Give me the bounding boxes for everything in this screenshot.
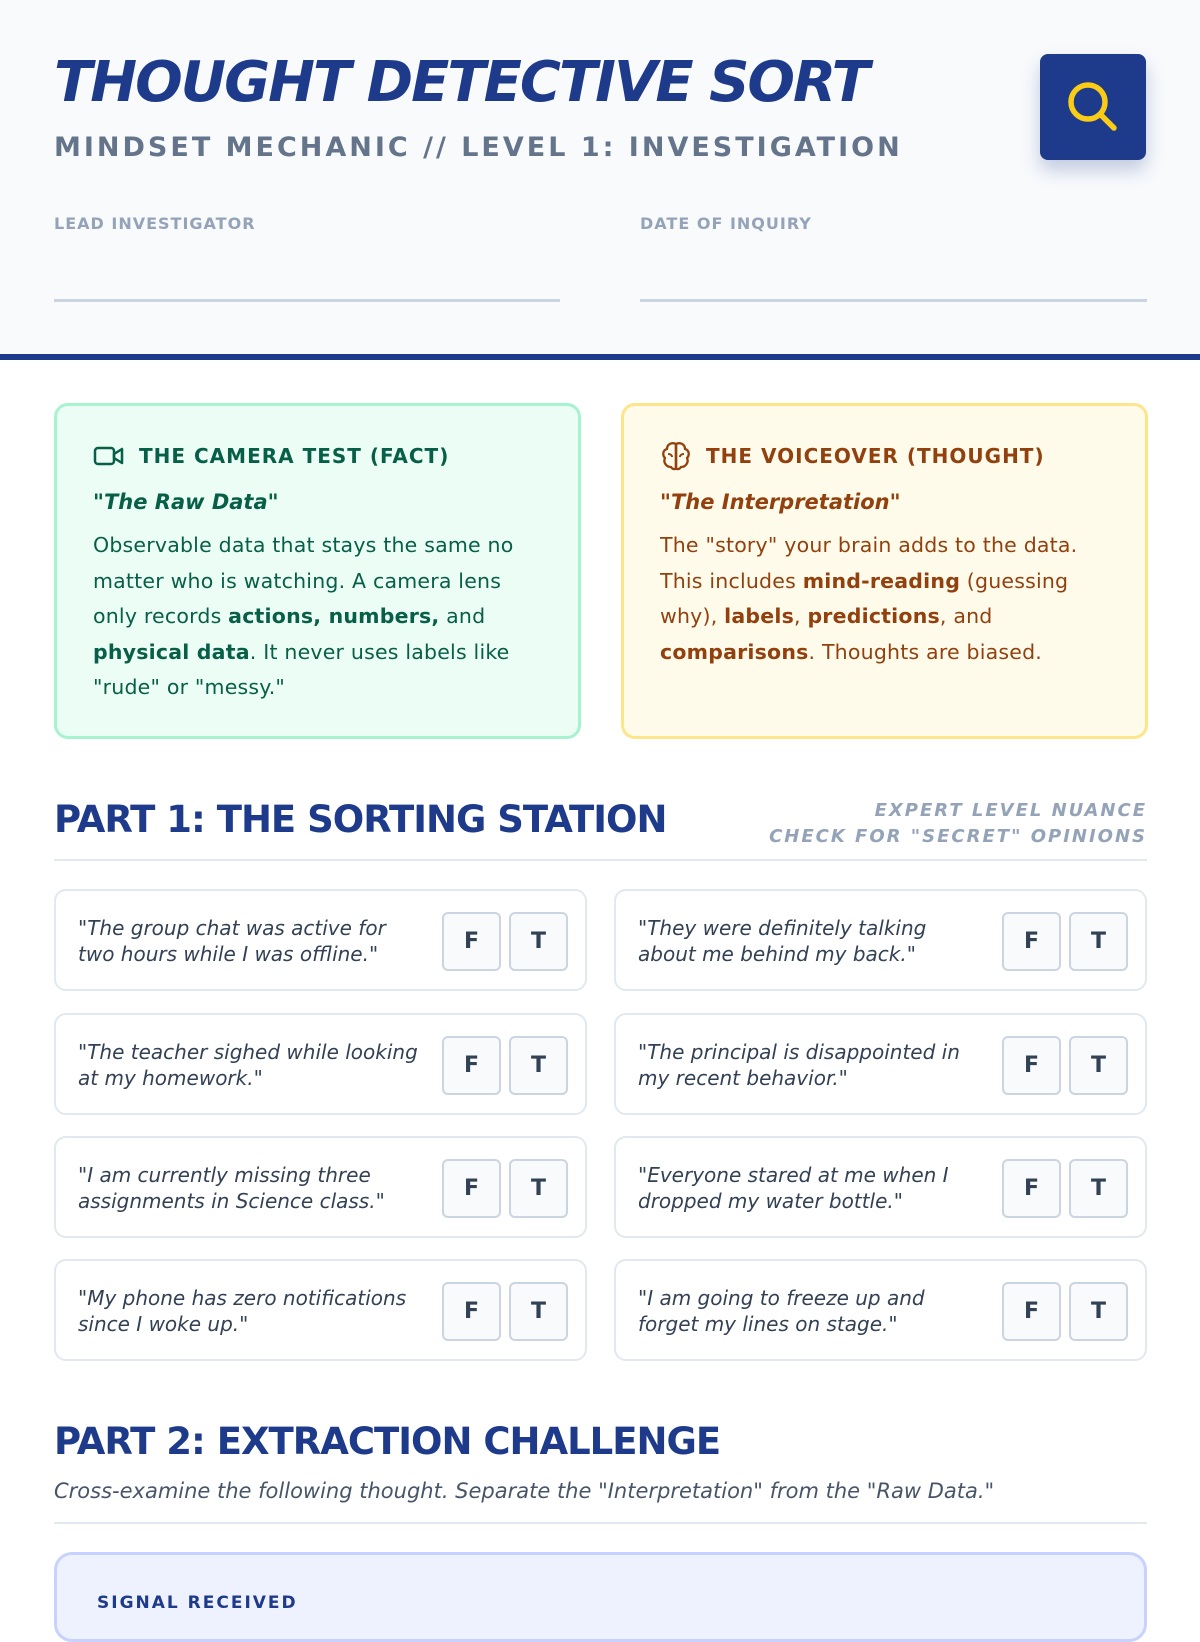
investigator-label: LEAD INVESTIGATOR [54,214,256,233]
fact-button[interactable]: F [1002,912,1061,971]
statement-card [54,1013,587,1115]
fact-card-quote: "The Raw Data" [93,490,279,514]
thought-card-quote: "The Interpretation" [660,490,901,514]
statement-text: "The teacher sighed while looking at my homework." [78,1040,418,1090]
statement-text: "My phone has zero notifications since I woke up." [78,1286,407,1336]
statement-text: "The group chat was active for two hours while I was offline." [78,916,386,966]
thought-button[interactable]: T [1069,1036,1128,1095]
statement-card [54,889,587,991]
page-title: THOUGHT DETECTIVE SORT [54,50,868,115]
part2-title: PART 2: EXTRACTION CHALLENGE [54,1420,721,1463]
fact-button[interactable]: F [442,1036,501,1095]
thought-card-body: The "story" your brain adds to the data. This includes mind-reading (guessing why), labels, predictions, and comparisons. Thoughts are biased. [660,533,1078,664]
thought-button[interactable]: T [509,1282,568,1341]
part1-divider [54,859,1147,861]
date-label: DATE OF INQUIRY [640,214,812,233]
statement-card [54,1136,587,1238]
worksheet-header [0,0,1200,360]
video-camera-icon [93,445,125,467]
fact-button[interactable]: F [442,912,501,971]
part2-divider [54,1522,1147,1524]
fact-button[interactable]: F [1002,1036,1061,1095]
statement-card [614,1013,1147,1115]
thought-button[interactable]: T [509,912,568,971]
nuance-line-2: CHECK FOR "SECRET" OPINIONS [769,826,1147,847]
nuance-line-1: EXPERT LEVEL NUANCE [874,800,1147,821]
statement-card [614,1259,1147,1361]
statement-card [614,889,1147,991]
thought-button[interactable]: T [1069,912,1128,971]
statement-text: "Everyone stared at me when I dropped my water bottle." [638,1163,949,1213]
thought-button[interactable]: T [509,1159,568,1218]
thought-button[interactable]: T [1069,1159,1128,1218]
thought-card [621,403,1148,739]
nuance-note [769,798,1147,850]
part2-instructions: Cross-examine the following thought. Separate the "Interpretation" from the "Raw Data." [54,1479,995,1503]
date-field[interactable] [640,262,1147,302]
fact-button[interactable]: F [442,1282,501,1341]
part1-title: PART 1: THE SORTING STATION [54,798,667,841]
statement-text: "I am going to freeze up and forget my lines on stage." [638,1286,925,1336]
statement-text: "I am currently missing three assignments in Science class." [78,1163,385,1213]
thought-button[interactable]: T [509,1036,568,1095]
fact-card [54,403,581,739]
thought-card-title: THE VOICEOVER (THOUGHT) [706,444,1045,468]
fact-card-title: THE CAMERA TEST (FACT) [139,444,450,468]
statement-card [614,1136,1147,1238]
brain-icon [660,440,692,472]
statement-text: "The principal is disappointed in my recent behavior." [638,1040,960,1090]
thought-button[interactable]: T [1069,1282,1128,1341]
fact-card-body: Observable data that stays the same no matter who is watching. A camera lens only records actions, numbers, and physical data. It never uses labels like "rude" or "messy." [93,533,514,699]
fact-button[interactable]: F [1002,1159,1061,1218]
search-icon [1064,78,1122,136]
search-button[interactable] [1040,54,1146,160]
investigator-field[interactable] [54,262,560,302]
statement-text: "They were definitely talking about me behind my back." [638,916,927,966]
page-subtitle: MINDSET MECHANIC // LEVEL 1: INVESTIGATION [54,132,903,163]
signal-label: SIGNAL RECEIVED [97,1593,298,1613]
fact-button[interactable]: F [442,1159,501,1218]
statement-card [54,1259,587,1361]
signal-box [54,1552,1147,1642]
fact-button[interactable]: F [1002,1282,1061,1341]
